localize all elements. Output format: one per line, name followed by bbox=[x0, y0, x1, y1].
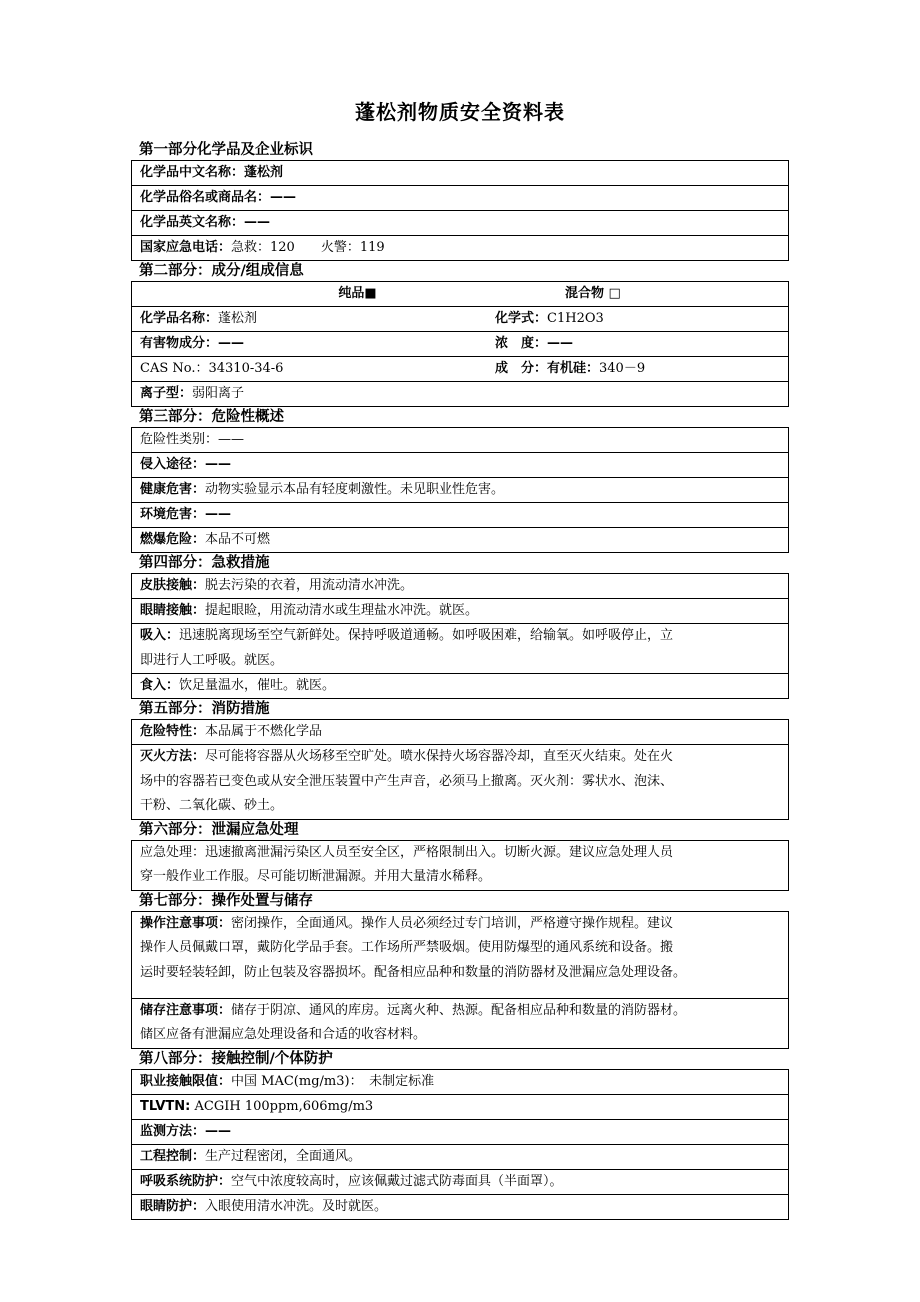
label-concentration: 浓 度： bbox=[495, 336, 548, 351]
value-ingestion: 饮足量温水，催吐。就医。 bbox=[179, 678, 336, 693]
row-hazard-property bbox=[132, 720, 788, 744]
section-5-table bbox=[131, 719, 789, 820]
value-eye-protection: 入眼使用清水冲洗。及时就医。 bbox=[205, 1198, 388, 1214]
value-entry-route: —— bbox=[205, 457, 232, 472]
value-skin-contact: 脱去污染的衣着，用流动清水冲洗。 bbox=[205, 578, 414, 593]
section-8-heading: 第八部分：接触控制/个体防护 bbox=[139, 1050, 333, 1067]
value-ion-type: 弱阳离子 bbox=[192, 386, 245, 401]
cell-composition bbox=[495, 357, 645, 381]
value-engineering-control: 生产过程密闭，全面通风。 bbox=[205, 1148, 362, 1164]
value-harmful: —— bbox=[218, 336, 245, 351]
inhalation-line-1 bbox=[140, 624, 780, 649]
value-health-hazard: 动物实验显示本品有轻度刺激性。未见职业性危害。 bbox=[205, 482, 505, 497]
row-health-hazard bbox=[132, 477, 788, 502]
label-monitoring: 监测方法： bbox=[140, 1123, 206, 1139]
value-phone: 急救：120 火警：119 bbox=[231, 240, 385, 255]
label-tlv: TLVTN: bbox=[140, 1098, 191, 1114]
value-exposure-limit: 中国 MAC(mg/m3)： 未制定标准 bbox=[231, 1073, 435, 1089]
cell-cas bbox=[140, 357, 495, 381]
row-ingestion bbox=[132, 673, 788, 698]
row-eye-protection bbox=[132, 1194, 788, 1219]
label-ingestion: 食入： bbox=[140, 678, 180, 693]
row-harmful-conc bbox=[132, 331, 788, 356]
section-4-table bbox=[131, 573, 789, 699]
label-formula: 化学式： bbox=[495, 311, 548, 326]
label-storage-notes: 储存注意事项： bbox=[140, 1002, 232, 1018]
value-hazard-property: 本品属于不燃化学品 bbox=[205, 724, 323, 739]
label-en-name: 化学品英文名称： bbox=[140, 215, 245, 230]
value-eye-contact: 提起眼睑，用流动清水或生理盐水冲洗。就医。 bbox=[205, 603, 479, 618]
row-env-hazard bbox=[132, 502, 788, 527]
row-eye-contact bbox=[132, 598, 788, 623]
operation-line-1 bbox=[140, 912, 780, 937]
label-env-hazard: 环境危害： bbox=[140, 507, 206, 522]
value-storage-1: 储存于阴凉、通风的库房。远离火种、热源。配备相应品种和数量的消防器材。 bbox=[231, 1002, 687, 1018]
row-hazard-category bbox=[132, 428, 788, 452]
label-inhalation: 吸入： bbox=[140, 628, 180, 643]
row-engineering-control bbox=[132, 1144, 788, 1169]
extinguishing-line-1 bbox=[140, 745, 780, 770]
label-phone: 国家应急电话： bbox=[140, 240, 232, 255]
value-chem-name: 蓬松剂 bbox=[218, 311, 258, 326]
cell-formula bbox=[495, 307, 604, 331]
row-en-name bbox=[132, 210, 788, 235]
document-page bbox=[131, 0, 789, 1220]
row-entry-route bbox=[132, 452, 788, 477]
row-exposure-limit bbox=[132, 1070, 788, 1094]
row-name-formula bbox=[132, 306, 788, 331]
row-storage-notes bbox=[132, 998, 788, 1048]
section-5-heading: 第五部分：消防措施 bbox=[139, 701, 270, 717]
row-operation-notes bbox=[132, 912, 788, 998]
section-3-table bbox=[131, 427, 789, 553]
section-4-heading: 第四部分：急救措施 bbox=[139, 555, 270, 571]
row-cn-name bbox=[132, 161, 788, 185]
label-eye-contact: 眼睛接触： bbox=[140, 603, 206, 618]
label-hazard-category: 危险性类别： bbox=[140, 432, 219, 447]
cell-name bbox=[140, 307, 495, 331]
label-ion-type: 离子型： bbox=[140, 386, 193, 401]
label-mixture: 混合物 □ bbox=[565, 286, 621, 301]
section-6-heading: 第六部分：泄漏应急处理 bbox=[139, 821, 299, 838]
value-inhalation-1: 迅速脱离现场至空气新鲜处。保持呼吸道通畅。如呼吸困难，给输氧。如呼吸停止，立 bbox=[179, 628, 674, 643]
section-1-heading: 第一部分化学品及企业标识 bbox=[139, 142, 313, 158]
label-health-hazard: 健康危害： bbox=[140, 482, 206, 497]
value-formula: C1H2O3 bbox=[547, 311, 604, 326]
row-monitoring bbox=[132, 1119, 788, 1144]
value-extinguishing-2: 场中的容器若已变色或从安全泄压装置中产生声音，必须马上撤离。灭火剂：雾状水、泡沫、 bbox=[140, 773, 674, 789]
label-entry-route: 侵入途径： bbox=[140, 457, 206, 472]
section-8-table bbox=[131, 1069, 789, 1220]
label-extinguishing: 灭火方法： bbox=[140, 749, 206, 764]
label-hazard-property: 危险特性： bbox=[140, 724, 206, 739]
row-extinguishing bbox=[132, 744, 788, 819]
label-chem-name: 化学品名称： bbox=[140, 311, 219, 326]
value-operation-1: 密闭操作，全面通风。操作人员必须经过专门培训，严格遵守操作规程。建议 bbox=[231, 915, 674, 931]
label-harmful: 有害物成分： bbox=[140, 336, 219, 351]
section-3-heading: 第三部分：危险性概述 bbox=[139, 409, 284, 425]
value-fire-hazard: 本品不可燃 bbox=[205, 532, 271, 547]
row-leak-response bbox=[132, 841, 788, 890]
value-cas: 34310-34-6 bbox=[208, 361, 284, 376]
section-7-table bbox=[131, 911, 789, 1049]
storage-line-1 bbox=[140, 999, 780, 1024]
row-ion-type bbox=[132, 381, 788, 406]
row-respiratory-protection bbox=[132, 1169, 788, 1194]
label-pure: 纯品■ bbox=[338, 286, 377, 301]
leak-response-line-2: 穿一般作业工作服。尽可能切断泄漏源。并用大量清水稀释。 bbox=[140, 869, 492, 884]
row-tlv bbox=[132, 1094, 788, 1119]
section-7-heading: 第七部分：操作处置与储存 bbox=[139, 892, 313, 909]
value-cn-name: 蓬松剂 bbox=[244, 165, 284, 180]
value-respiratory-protection: 空气中浓度较高时，应该佩戴过滤式防毒面具（半面罩）。 bbox=[231, 1173, 563, 1189]
document-title: 蓬松剂物质安全资料表 bbox=[355, 100, 565, 124]
row-pure-mix bbox=[132, 282, 788, 306]
value-extinguishing-1: 尽可能将容器从火场移至空旷处。喷水保持火场容器冷却，直至灭火结束。处在火 bbox=[205, 749, 674, 764]
value-tlv: ACGIH 100ppm,606mg/m3 bbox=[194, 1098, 374, 1114]
value-extinguishing-3: 干粉、二氧化碳、砂土。 bbox=[140, 798, 284, 813]
cell-concentration bbox=[495, 332, 573, 356]
cell-harmful bbox=[140, 332, 495, 356]
row-phone bbox=[132, 235, 788, 260]
row-inhalation bbox=[132, 623, 788, 673]
label-skin-contact: 皮肤接触： bbox=[140, 578, 206, 593]
value-hazard-category: —— bbox=[218, 432, 245, 447]
label-exposure-limit: 职业接触限值： bbox=[140, 1073, 232, 1089]
value-concentration: —— bbox=[547, 336, 574, 351]
leak-response-line-1: 应急处理：迅速撤离泄漏污染区人员至安全区，严格限制出入。切断火源。建议应急处理人员 bbox=[140, 844, 674, 860]
label-composition: 成 分：有机硅： bbox=[495, 361, 600, 376]
label-respiratory-protection: 呼吸系统防护： bbox=[140, 1173, 232, 1189]
value-trade-name: —— bbox=[270, 190, 297, 205]
row-cas-comp bbox=[132, 356, 788, 381]
section-1-table bbox=[131, 160, 789, 261]
label-cn-name: 化学品中文名称： bbox=[140, 165, 245, 180]
value-inhalation-2: 即进行人工呼吸。就医。 bbox=[140, 652, 284, 668]
label-cas: CAS No.： bbox=[140, 361, 209, 376]
section-6-table bbox=[131, 840, 789, 891]
label-eye-protection: 眼睛防护： bbox=[140, 1198, 206, 1214]
value-env-hazard: —— bbox=[205, 507, 232, 522]
section-2-table bbox=[131, 281, 789, 407]
value-en-name: —— bbox=[244, 215, 271, 230]
section-2-heading: 第二部分：成分/组成信息 bbox=[139, 263, 304, 279]
label-trade-name: 化学品俗名或商品名： bbox=[140, 190, 271, 205]
label-engineering-control: 工程控制： bbox=[140, 1148, 206, 1164]
value-operation-2: 操作人员佩戴口罩，戴防化学品手套。工作场所严禁吸烟。使用防爆型的通风系统和设备。搬 bbox=[140, 940, 674, 955]
row-trade-name bbox=[132, 185, 788, 210]
value-monitoring: —— bbox=[205, 1123, 232, 1139]
value-storage-2: 储区应备有泄漏应急处理设备和合适的收容材料。 bbox=[140, 1027, 427, 1042]
label-operation-notes: 操作注意事项： bbox=[140, 915, 232, 931]
row-fire-hazard bbox=[132, 527, 788, 552]
row-skin-contact bbox=[132, 574, 788, 598]
label-fire-hazard: 燃爆危险： bbox=[140, 532, 206, 547]
value-operation-3: 运时要轻装轻卸，防止包装及容器损坏。配备相应品种和数量的消防器材及泄漏应急处理设备。 bbox=[140, 964, 687, 980]
value-composition: 340－9 bbox=[599, 361, 646, 376]
